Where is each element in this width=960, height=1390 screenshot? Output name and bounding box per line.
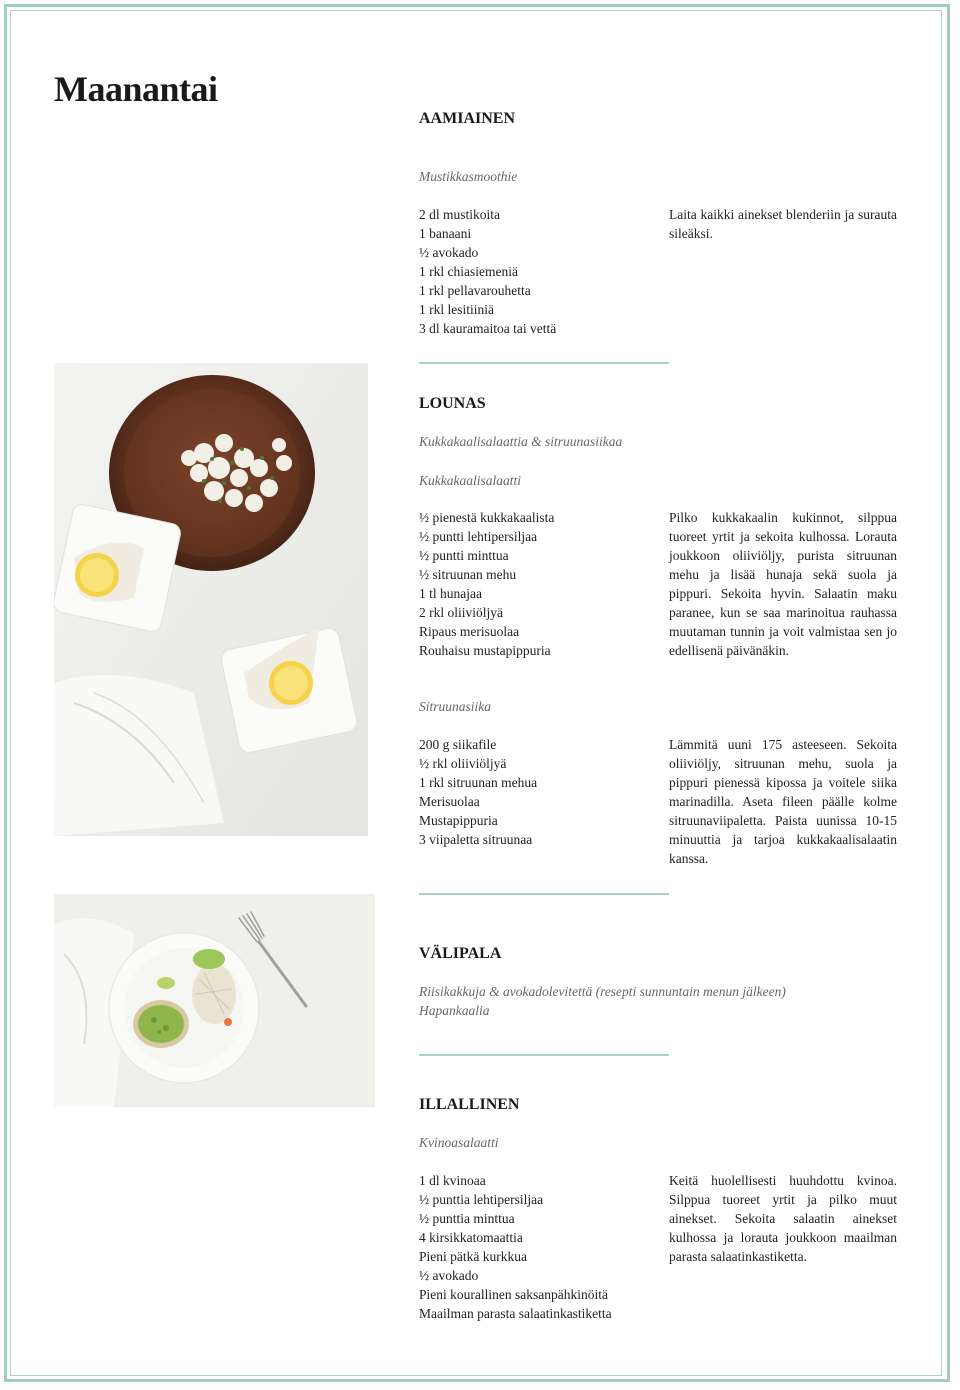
- breakfast-ingredients: [419, 205, 556, 338]
- ingredient: Merisuolaa: [419, 794, 480, 809]
- fish-ingredients: [419, 735, 537, 849]
- ingredient: 4 kirsikkatomaattia: [419, 1230, 523, 1245]
- ingredient: 1 rkl lesitiiniä: [419, 302, 494, 317]
- ingredient: ½ avokado: [419, 245, 479, 260]
- ingredient: 200 g siikafile: [419, 737, 497, 752]
- ingredient: 3 viipaletta sitruunaa: [419, 832, 533, 847]
- ingredient: ½ punttia lehtipersiljaa: [419, 1192, 544, 1207]
- ingredient: ½ sitruunan mehu: [419, 567, 517, 582]
- breakfast-heading: AAMIAINEN: [419, 110, 515, 127]
- section-divider: [419, 362, 669, 364]
- lunch-subtitle: Kukkakaalisalaattia & sitruunasiikaa: [419, 434, 623, 449]
- section-divider: [419, 1054, 669, 1056]
- ingredient: Pieni pätkä kurkkua: [419, 1249, 527, 1264]
- lunch-photo: [54, 363, 368, 836]
- ingredient: Maailman parasta salaatinkastiketta: [419, 1306, 612, 1321]
- ingredient: 1 rkl chiasiemeniä: [419, 264, 518, 279]
- ingredient: 2 rkl oliiviöljyä: [419, 605, 503, 620]
- ingredient: Rouhaisu mustapippuria: [419, 643, 551, 658]
- ingredient: 1 banaani: [419, 226, 472, 241]
- breakfast-instructions: Laita kaikki ainekset blenderiin ja surauta sileäksi.: [669, 207, 897, 241]
- ingredient: Pieni kourallinen saksanpähkinöitä: [419, 1287, 608, 1302]
- ingredient: ½ pienestä kukkakaalista: [419, 510, 555, 525]
- salad-name: Kukkakaalisalaatti: [419, 473, 521, 488]
- dinner-instructions: Keitä huolellisesti huuhdottu kvinoa. Silppua tuoreet yrtit ja pilko muut ainekset. Sekoita salaatin ainekset kulhossa ja lorauta joukkoon maailman parasta salaatinkastiketta.: [669, 1173, 897, 1264]
- dinner-recipe-name: Kvinoasalaatti: [419, 1135, 499, 1150]
- ingredient: 1 rkl pellavarouhetta: [419, 283, 531, 298]
- section-divider: [419, 893, 669, 895]
- ingredient: 2 dl mustikoita: [419, 207, 500, 222]
- ingredient: Ripaus merisuolaa: [419, 624, 520, 639]
- lunch-photo-image: [54, 363, 368, 836]
- ingredient: ½ rkl oliiviöljyä: [419, 756, 507, 771]
- snack-line-1: Riisikakkuja & avokadolevitettä (resepti sunnuntain menun jälkeen): [419, 984, 786, 999]
- ingredient: 3 dl kauramaitoa tai vettä: [419, 321, 557, 336]
- ingredient: 1 rkl sitruunan mehua: [419, 775, 538, 790]
- ingredient: ½ avokado: [419, 1268, 479, 1283]
- ingredient: Mustapippuria: [419, 813, 498, 828]
- snack-line-2: Hapankaalia: [419, 1003, 490, 1018]
- page-title: Maanantai: [54, 69, 218, 109]
- ingredient: 1 tl hunajaa: [419, 586, 482, 601]
- salad-instructions: Pilko kukkakaalin kukinnot, silppua tuoreet yrtit ja sekoita kulhossa. Lorauta joukkoon oliiviöljy, purista sitruunan mehu ja lisää hunaja sekä suola ja pippuri. Sekoita hyvin. Salaatin maku paranee, kun se saa marinoitua rauhassa muutaman tunnin ja voit valmistaa sen jo edellisenä päivänäkin.: [669, 510, 897, 658]
- breakfast-recipe-name: Mustikkasmoothie: [419, 169, 518, 184]
- snack-photo-image: [54, 894, 375, 1107]
- snack-photo: [54, 894, 375, 1107]
- ingredient: 1 dl kvinoaa: [419, 1173, 486, 1188]
- ingredient: ½ puntti minttua: [419, 548, 509, 563]
- salad-ingredients: [419, 508, 554, 660]
- fish-name: Sitruunasiika: [419, 699, 492, 714]
- dinner-heading: ILLALLINEN: [419, 1096, 520, 1113]
- ingredient: ½ punttia minttua: [419, 1211, 515, 1226]
- dinner-ingredients: [419, 1171, 612, 1323]
- fish-instructions: Lämmitä uuni 175 asteeseen. Sekoita oliiviöljy, sitruunan mehu, suola ja pippuri pienessä kipossa ja voitele siika marinadilla. Aseta fileen päälle kolme sitruunaviipaletta. Paista uunissa 10-15 minuuttia ja tarjoa kukkakaalisalaatin kanssa.: [669, 737, 897, 866]
- lunch-heading: LOUNAS: [419, 395, 486, 412]
- snack-heading: VÄLIPALA: [419, 945, 502, 962]
- ingredient: ½ puntti lehtipersiljaa: [419, 529, 538, 544]
